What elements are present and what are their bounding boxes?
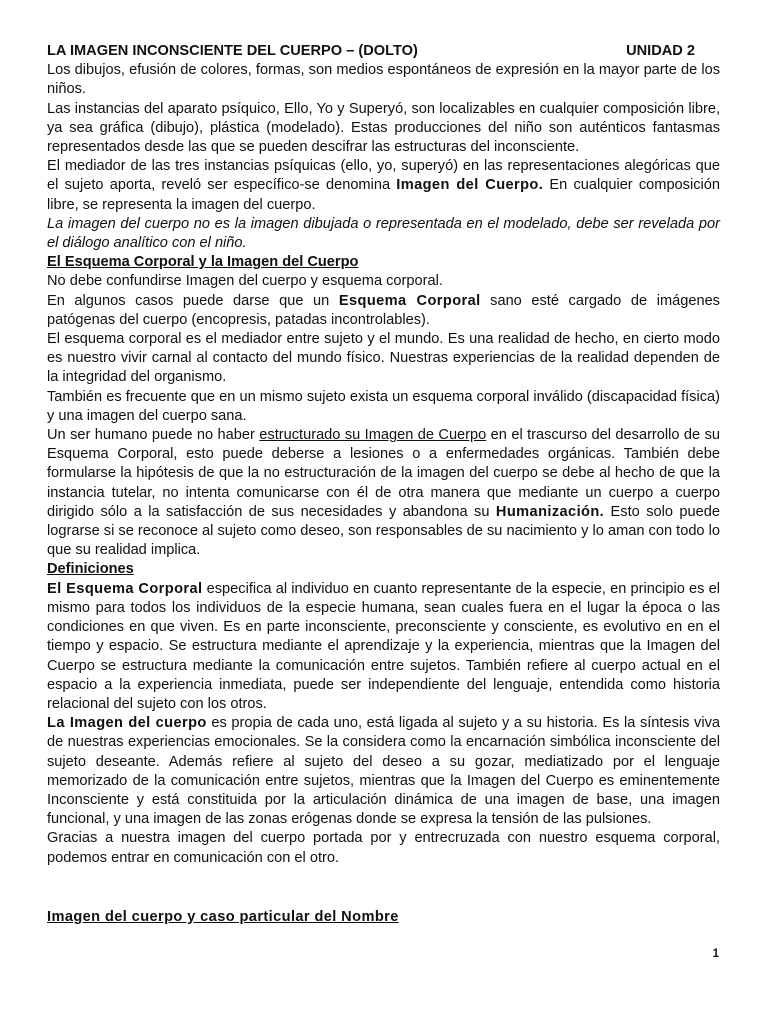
text-run: sano esté cargado de imágenes patógenas del cuerpo (encopresis, patadas incontrolables). (47, 292, 720, 328)
bold-term-esquema-corporal: Esquema Corporal (338, 292, 481, 309)
text-run: es propia de cada uno, está ligada al sujeto y a su historia. Es la síntesis viva de nuestras experiencias emocionales. Se la considera como la encarnación simbólica inconsciente del sujeto deseante. Además refiere al sujeto del deseo a su gozar, mediatizado por el lenguaje memorizado de la comunicación entre sujetos, mientras que la Imagen del Cuerpo es eminentemente Inconsciente y está constituida por la articulación dinámica de una imagen de base, una imagen funcional, y una imagen de las zonas erógenas donde se expresa la tensión de las pulsiones. (47, 715, 720, 828)
bold-term-humanizacion: Humanización. (495, 503, 605, 520)
underlined-phrase: estructurado su Imagen de Cuerpo (259, 427, 487, 444)
text-run: en el trascurso del desarrollo de su Esquema Corporal, esto puede deberse a lesiones o a enfermedades orgánicas. También debe formularse la hipótesis de que la no estructuración de la imagen del cuerpo se debe al hecho de que la instancia tutelar, no intenta comunicarse con él de otra manera que mediante un cuerpo a cuerpo dirigido sólo a la satisfacción de sus necesidades y abandona su (47, 427, 720, 520)
section2-paragraph-3: Gracias a nuestra imagen del cuerpo portada por y entrecruzada con nuestro esquema corporal, podemos entrar en comunicación con el otro. (47, 830, 720, 866)
intro-paragraph-1: Los dibujos, efusión de colores, formas, son medios espontáneos de expresión en la mayor parte de los niños. (47, 62, 720, 98)
bold-term-imagen-del-cuerpo: Imagen del Cuerpo. (396, 177, 544, 194)
definition-imagen-del-cuerpo (47, 714, 720, 829)
section-heading-definiciones: Definiciones (47, 561, 134, 578)
bold-term-el-esquema-corporal: El Esquema Corporal (47, 580, 203, 597)
section1-paragraph-5 (47, 426, 720, 560)
intro-italic-paragraph: La imagen del cuerpo no es la imagen dibujada o representada en el modelado, debe ser revelada por el diálogo analítico con el niño. (47, 215, 720, 252)
section-heading-nombre: Imagen del cuerpo y caso particular del Nombre (47, 908, 399, 925)
text-run: En cualquier composición libre, se representa la imagen del cuerpo. (47, 177, 720, 213)
section1-paragraph-2 (47, 292, 720, 330)
page-number: 1 (712, 948, 719, 960)
bold-term-la-imagen-del-cuerpo: La Imagen del cuerpo (47, 715, 207, 732)
unit-label: UNIDAD 2 (626, 43, 695, 59)
section-heading-esquema-imagen: El Esquema Corporal y la Imagen del Cuerpo (47, 254, 359, 271)
intro-paragraph-2: Las instancias del aparato psíquico, Ello, Yo y Superyó, son localizables en cualquier composición libre, ya sea gráfica (dibujo), plástica (modelado). Estas producciones del niño son auténticos fantasmas representados desde las que se pueden descifrar las estructuras del inconsciente. (47, 100, 720, 156)
text-run: En algunos casos puede darse que un (47, 292, 339, 309)
intro-paragraph-3 (47, 157, 720, 215)
document-header (47, 42, 720, 61)
definition-esquema-corporal (47, 580, 720, 714)
text-run: Esto solo puede lograrse si se reconoce al sujeto como deseo, son responsables de su nacimiento y lo aman con todo lo que su realidad implica. (47, 503, 720, 559)
section1-paragraph-1: No debe confundirse Imagen del cuerpo y esquema corporal. (47, 273, 443, 290)
section1-paragraph-4: También es frecuente que en un mismo sujeto exista un esquema corporal inválido (discapacidad física) y una imagen del cuerpo sana. (47, 388, 720, 424)
text-run: El mediador de las tres instancias psíquicas (ello, yo, superyó) en las representaciones alegóricas que el sujeto aporta, reveló ser específico-se denomina (47, 158, 720, 194)
text-run: especifica al individuo en cuanto representante de la especie, en principio es el mismo para todos los individuos de la especie humana, sean cuales fuera en el lugar la época o las condiciones en que viven. Es en parte inconsciente, preconsciente y consciente, es evolutivo en en el tiempo y espacio. Se estructura mediante el aprendizaje y la experiencia, mientras que la Imagen del Cuerpo se estructura mediante la comunicación entre sujetos. También refiere al cuerpo actual en el espacio a la experiencia inmediata, puede ser independiente del lenguaje, entendida como historia relacional del sujeto con los otros. (47, 580, 720, 712)
section1-paragraph-3: El esquema corporal es el mediador entre sujeto y el mundo. Es una realidad de hecho, en cierto modo es nuestro vivir carnal al contacto del mundo físico. Nuestras experiencias de la realidad dependen de la integridad del organismo. (47, 331, 720, 386)
text-run: Un ser humano puede no haber (47, 427, 260, 444)
document-title: LA IMAGEN INCONSCIENTE DEL CUERPO – (DOLTO) (47, 43, 418, 59)
